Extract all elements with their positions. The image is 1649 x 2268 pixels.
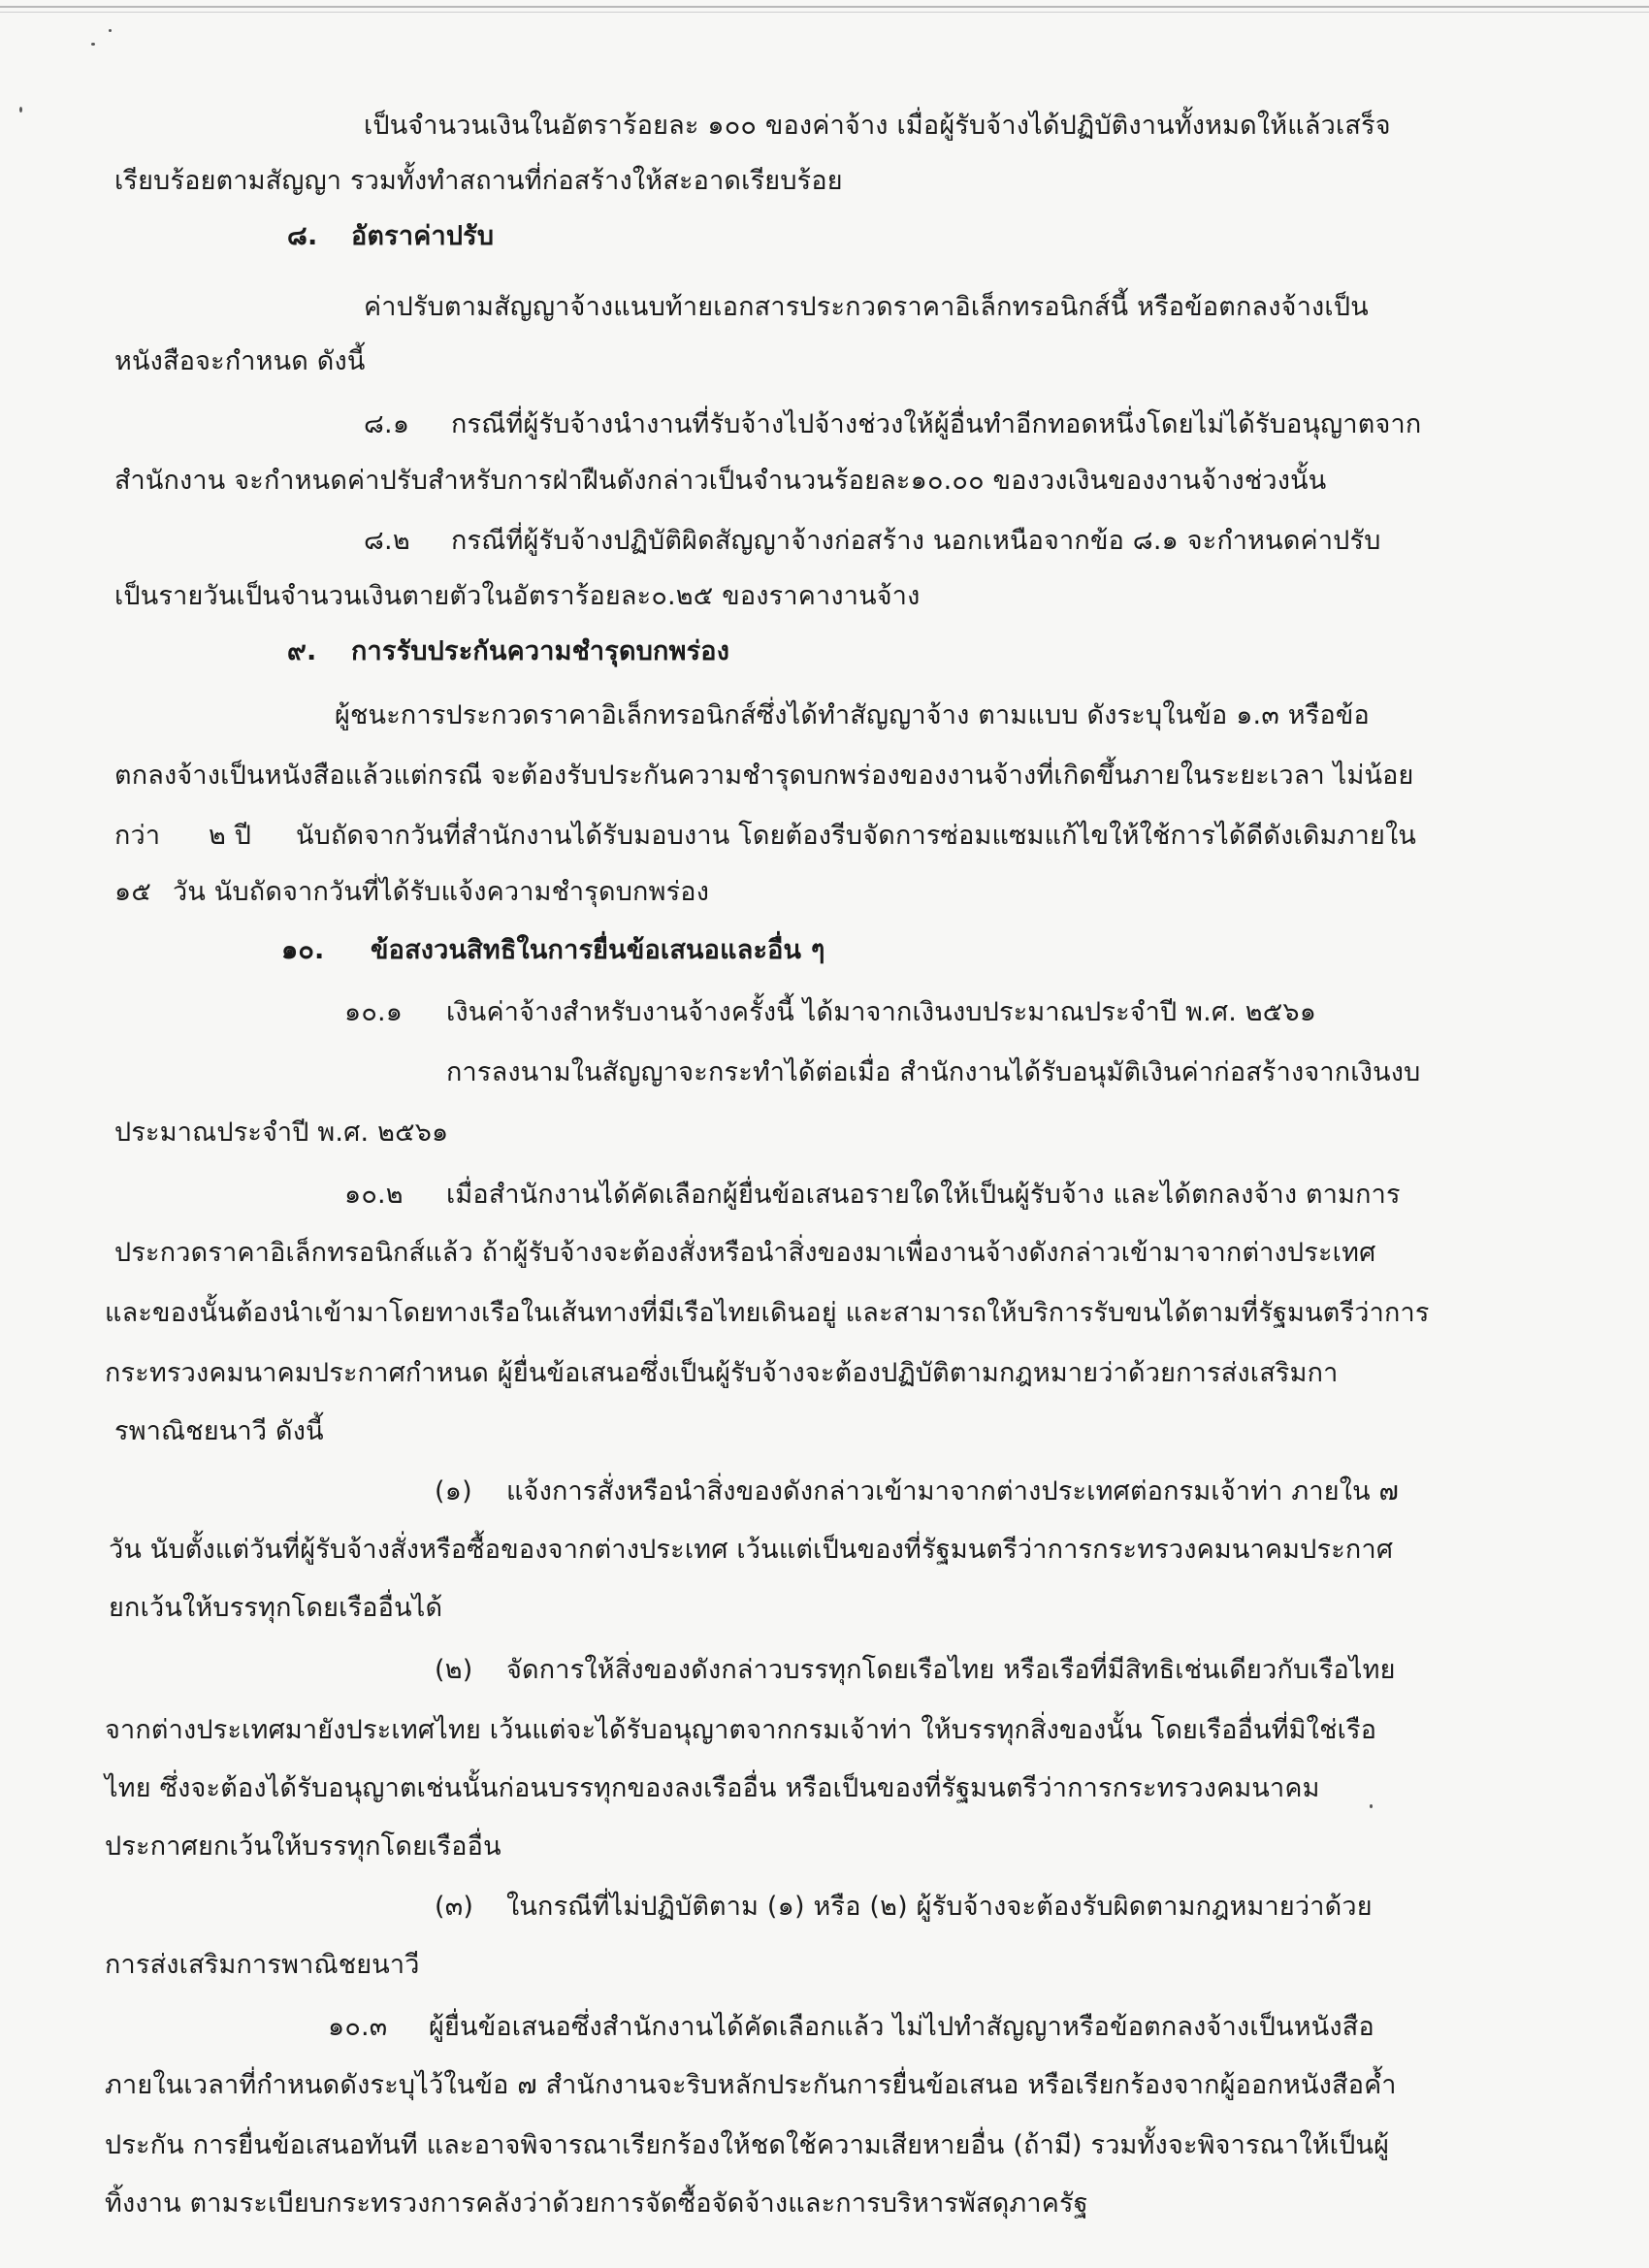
- text-line: การลงนามในสัญญาจะกระทำได้ต่อเมื่อ สำนักงานได้รับอนุมัติเงินค่าก่อสร้างจากเงินงบ: [446, 1057, 1421, 1087]
- text-line: ทิ้งงาน ตามระเบียบกระทรวงการคลังว่าด้วยการจัดซื้อจัดจ้างและการบริหารพัสดุภาครัฐ: [105, 2188, 1088, 2219]
- scan-speck: [91, 43, 95, 46]
- item-number: (๑): [435, 1476, 472, 1507]
- section-heading: การรับประกันความชำรุดบกพร่อง: [351, 636, 730, 666]
- text-line: นับถัดจากวันที่สำนักงานได้รับมอบงาน โดยต้องรีบจัดการซ่อมแซมแก้ไขให้ใช้การได้ดีดังเดิมภายใน: [296, 821, 1417, 851]
- text-line: ค่าปรับตามสัญญาจ้างแนบท้ายเอกสารประกวดราคาอิเล็กทรอนิกส์นี้ หรือข้อตกลงจ้างเป็น: [364, 292, 1369, 322]
- text-line: เงินค่าจ้างสำหรับงานจ้างครั้งนี้ ได้มาจากเงินงบประมาณประจำปี พ.ศ. ๒๕๖๑: [446, 997, 1317, 1027]
- text-line: ประกาศยกเว้นให้บรรทุกโดยเรืออื่น: [105, 1831, 501, 1862]
- text-line: วัน นับถัดจากวันที่ได้รับแจ้งความชำรุดบกพร่อง: [173, 877, 710, 907]
- subsection-number: ๑๐.๑: [344, 997, 404, 1027]
- section-heading: ข้อสงวนสิทธิในการยื่นข้อเสนอและอื่น ๆ: [371, 935, 825, 965]
- subsection-number: ๑๐.๒: [344, 1180, 404, 1210]
- text-line: เมื่อสำนักงานได้คัดเลือกผู้ยื่นข้อเสนอรายใดให้เป็นผู้รับจ้าง และได้ตกลงจ้าง ตามการ: [446, 1180, 1401, 1210]
- text-line: จากต่างประเทศมายังประเทศไทย เว้นแต่จะได้รับอนุญาตจากกรมเจ้าท่า ให้บรรทุกสิ่งของนั้น โดยเรืออื่นที่มิใช่เรือ: [105, 1715, 1377, 1745]
- text-line: วัน นับตั้งแต่วันที่ผู้รับจ้างสั่งหรือซื้อของจากต่างประเทศ เว้นแต่เป็นของที่รัฐมนตรีว่าการกระทรวงคมนาคมประกาศ: [109, 1535, 1394, 1565]
- text-line: จัดการให้สิ่งของดังกล่าวบรรทุกโดยเรือไทย หรือเรือที่มีสิทธิเช่นเดียวกับเรือไทย: [506, 1655, 1396, 1685]
- text-line: หนังสือจะกำหนด ดังนี้: [114, 346, 366, 376]
- text-line: เป็นจำนวนเงินในอัตราร้อยละ ๑๐๐ ของค่าจ้าง เมื่อผู้รับจ้างได้ปฏิบัติงานทั้งหมดให้แล้วเสร็จ: [364, 111, 1391, 141]
- scan-speck: [19, 107, 22, 113]
- text-line: ยกเว้นให้บรรทุกโดยเรืออื่นได้: [109, 1593, 443, 1623]
- scan-edge-line: [0, 6, 1649, 8]
- text-line: ในกรณีที่ไม่ปฏิบัติตาม (๑) หรือ (๒) ผู้รับจ้างจะต้องรับผิดตามกฎหมายว่าด้วย: [506, 1892, 1373, 1922]
- text-line: ประกวดราคาอิเล็กทรอนิกส์แล้ว ถ้าผู้รับจ้างจะต้องสั่งหรือนำสิ่งของมาเพื่องานจ้างดังกล่าวเข้ามาจากต่างประเทศ: [114, 1238, 1376, 1268]
- text-line: ภายในเวลาที่กำหนดดังระบุไว้ในข้อ ๗ สำนักงานจะริบหลักประกันการยื่นข้อเสนอ หรือเรียกร้องจากผู้ออกหนังสือค้ำ: [105, 2070, 1397, 2100]
- text-line: กว่า: [114, 821, 161, 851]
- text-line: กระทรวงคมนาคมประกาศกำหนด ผู้ยื่นข้อเสนอซึ่งเป็นผู้รับจ้างจะต้องปฏิบัติตามกฎหมายว่าด้วยการส่งเสริมกา: [105, 1358, 1339, 1388]
- text-line: กรณีที่ผู้รับจ้างนำงานที่รับจ้างไปจ้างช่วงให้ผู้อื่นทำอีกทอดหนึ่งโดยไม่ได้รับอนุญาตจาก: [451, 409, 1422, 439]
- text-line: เรียบร้อยตามสัญญา รวมทั้งทำสถานที่ก่อสร้างให้สะอาดเรียบร้อย: [114, 166, 843, 196]
- scan-edge-line: [0, 12, 1649, 13]
- text-line: เป็นรายวันเป็นจำนวนเงินตายตัวในอัตราร้อยละ๐.๒๕ ของราคางานจ้าง: [114, 581, 921, 611]
- section-number: ๑๐.: [281, 935, 325, 965]
- text-line: ตกลงจ้างเป็นหนังสือแล้วแต่กรณี จะต้องรับประกันความชำรุดบกพร่องของงานจ้างที่เกิดขึ้นภายในระยะเวลา ไม่น้อย: [114, 761, 1414, 791]
- section-number: ๘.: [287, 221, 318, 251]
- text-line: ผู้ยื่นข้อเสนอซึ่งสำนักงานได้คัดเลือกแล้ว ไม่ไปทำสัญญาหรือข้อตกลงจ้างเป็นหนังสือ: [429, 2012, 1374, 2042]
- text-line: ประมาณประจำปี พ.ศ. ๒๕๖๑: [114, 1118, 449, 1148]
- subsection-number: ๑๐.๓: [328, 2012, 388, 2042]
- text-value: ๑๕: [114, 877, 151, 907]
- text-line: แจ้งการสั่งหรือนำสิ่งของดังกล่าวเข้ามาจากต่างประเทศต่อกรมเจ้าท่า ภายใน ๗: [506, 1476, 1400, 1507]
- scan-speck: [1370, 1804, 1373, 1808]
- text-line: กรณีที่ผู้รับจ้างปฏิบัติผิดสัญญาจ้างก่อสร้าง นอกเหนือจากข้อ ๘.๑ จะกำหนดค่าปรับ: [451, 526, 1381, 556]
- section-heading: อัตราค่าปรับ: [351, 221, 495, 251]
- subsection-number: ๘.๑: [364, 409, 410, 439]
- text-line: ไทย ซึ่งจะต้องได้รับอนุญาตเช่นนั้นก่อนบรรทุกของลงเรืออื่น หรือเป็นของที่รัฐมนตรีว่าการกระทรวงคมนาคม: [105, 1773, 1320, 1803]
- text-line: ประกัน การยื่นข้อเสนอทันที และอาจพิจารณาเรียกร้องให้ชดใช้ความเสียหายอื่น (ถ้ามี) รวมทั้งจะพิจารณาให้เป็นผู้: [105, 2130, 1390, 2160]
- text-line: สำนักงาน จะกำหนดค่าปรับสำหรับการฝ่าฝืนดังกล่าวเป็นจำนวนร้อยละ๑๐.๐๐ ของวงเงินของงานจ้างช่วงนั้น: [114, 466, 1327, 496]
- text-line: ผู้ชนะการประกวดราคาอิเล็กทรอนิกส์ซึ่งได้ทำสัญญาจ้าง ตามแบบ ดังระบุในข้อ ๑.๓ หรือข้อ: [335, 700, 1370, 730]
- text-line: และของนั้นต้องนำเข้ามาโดยทางเรือในเส้นทางที่มีเรือไทยเดินอยู่ และสามารถให้บริการรับขนได้ตามที่รัฐมนตรีว่าการ: [105, 1298, 1430, 1328]
- section-number: ๙.: [287, 636, 317, 666]
- text-line: รพาณิชยนาวี ดังนี้: [114, 1416, 324, 1446]
- text-value: ๒ ปี: [209, 821, 252, 851]
- subsection-number: ๘.๒: [364, 526, 410, 556]
- item-number: (๒): [435, 1655, 473, 1685]
- text-line: การส่งเสริมการพาณิชยนาวี: [105, 1950, 420, 1980]
- item-number: (๓): [435, 1892, 474, 1922]
- scan-speck: [109, 29, 112, 32]
